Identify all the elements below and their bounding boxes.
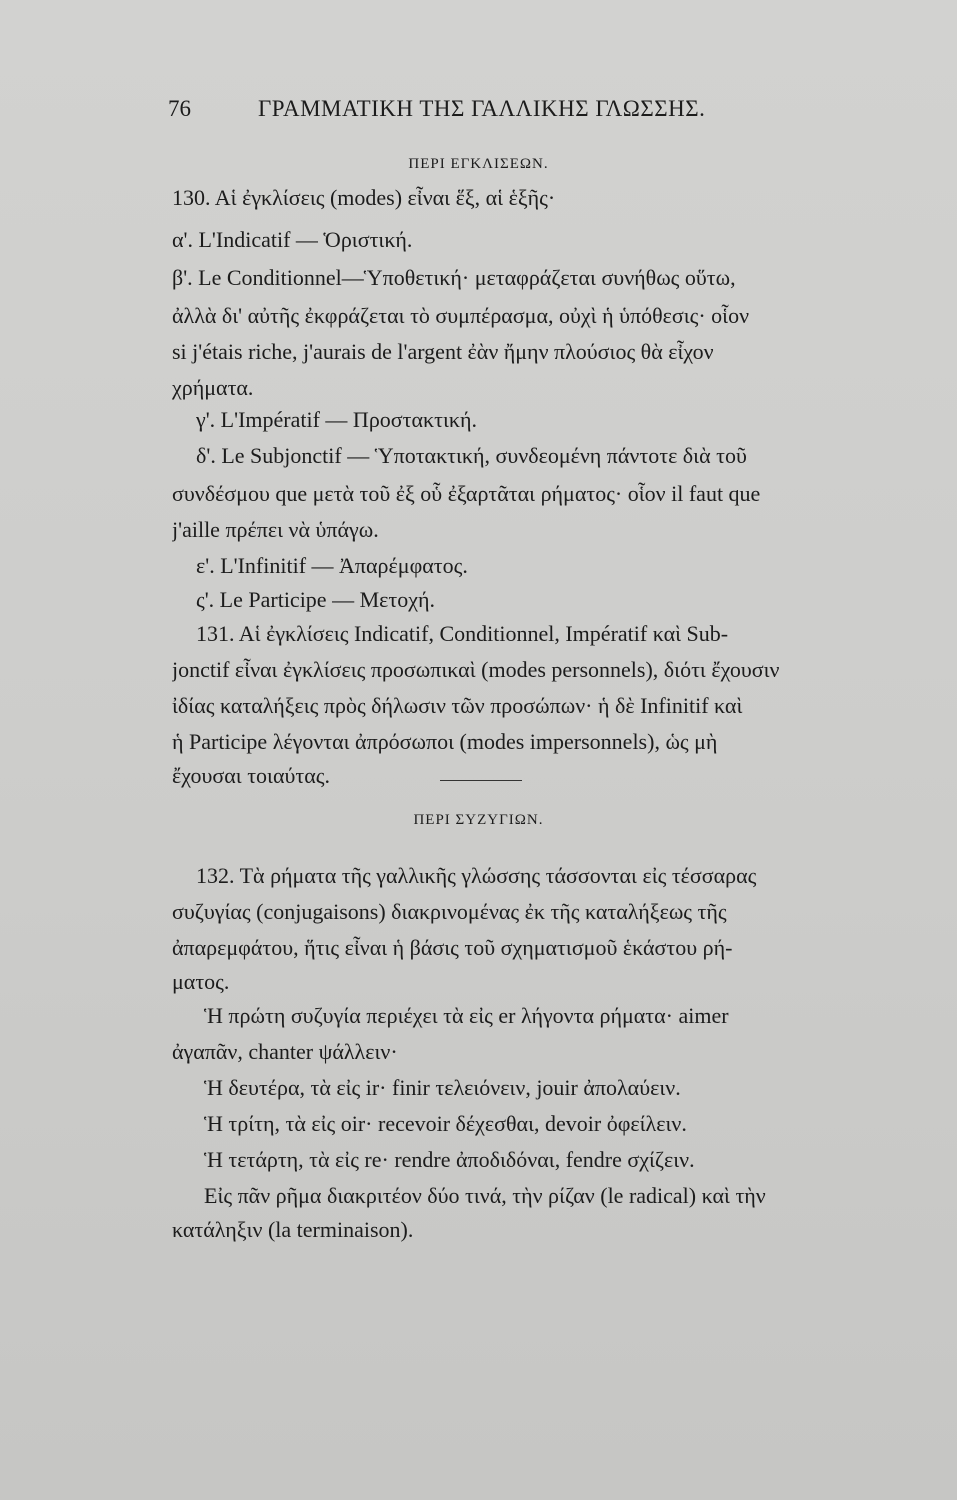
text-line: j'aille πρέπει νὰ ὑπάγω.	[172, 517, 379, 542]
text-line: 132. Τὰ ρήματα τῆς γαλλικῆς γλώσσης τάσσονται εἰς τέσσαρας	[196, 863, 757, 888]
text-line: β'. Le Conditionnel—Ὑποθετική· μεταφράζεται συνήθως οὕτω,	[172, 265, 736, 290]
text-line: δ'. Le Subjonctif — Ὑποτακτική, συνδεομένη πάντοτε διὰ τοῦ	[196, 443, 747, 468]
text-line: Ἡ πρώτη συζυγία περιέχει τὰ εἰς er λήγοντα ρήματα· aimer	[204, 1003, 729, 1028]
text-line: ἀλλὰ δι' αὐτῆς ἐκφράζεται τὸ συμπέρασμα, οὐχὶ ἡ ὑπόθεσις· οἷον	[172, 303, 750, 328]
text-line: si j'étais riche, j'aurais de l'argent ἐὰν ἤμην πλούσιος θὰ εἶχον	[172, 339, 714, 364]
text-line: ματος.	[172, 969, 230, 994]
text-line: ς'. Le Participe — Μετοχή.	[196, 587, 435, 612]
section-heading-conjugations: ΠΕΡΙ ΣΥΖΥΓΙΩΝ.	[413, 812, 544, 828]
text-line: jonctif εἶναι ἐγκλίσεις προσωπικαὶ (modes personnels), διότι ἔχουσιν	[172, 657, 780, 682]
text-line: ἔχουσαι τοιαύτας.	[172, 763, 330, 788]
text-line: γ'. L'Impératif — Προστακτική.	[196, 407, 477, 432]
text-line: χρήματα.	[172, 375, 254, 400]
text-line: α'. L'Indicatif — Ὁριστική.	[172, 227, 413, 252]
text-line: Ἡ τετάρτη, τὰ εἰς re· rendre ἀποδιδόναι, fendre σχίζειν.	[204, 1147, 695, 1172]
text-line: ἰδίας καταλήξεις πρὸς δήλωσιν τῶν προσώπων· ἡ δὲ Infinitif καὶ	[172, 693, 743, 718]
text-line: Ἡ δευτέρα, τὰ εἰς ir· finir τελειόνειν, jouir ἀπολαύειν.	[204, 1075, 681, 1100]
page-number: 76	[168, 96, 191, 121]
text-line: Εἰς πᾶν ρῆμα διακριτέον δύο τινά, τὴν ρίζαν (le radical) καὶ τὴν	[204, 1183, 766, 1208]
text-line: ε'. L'Infinitif — Ἀπαρέμφατος.	[196, 553, 468, 578]
text-line: συνδέσμου que μετὰ τοῦ ἐξ οὗ ἐξαρτᾶται ρήματος· οἷον il faut que	[172, 481, 761, 506]
section-heading-moods: ΠΕΡΙ ΕΓΚΛΙΣΕΩΝ.	[408, 156, 549, 172]
section-divider	[440, 780, 522, 781]
page-header	[168, 96, 768, 128]
text-line: Ἡ τρίτη, τὰ εἰς oir· recevoir δέχεσθαι, devoir ὀφείλειν.	[204, 1111, 687, 1136]
text-line: κατάληξιν (la terminaison).	[172, 1217, 414, 1242]
text-line: 130. Αἱ ἐγκλίσεις (modes) εἶναι ἕξ, αἱ ἑξῆς·	[172, 185, 556, 210]
text-line: ἀπαρεμφάτου, ἥτις εἶναι ἡ βάσις τοῦ σχηματισμοῦ ἑκάστου ρή-	[172, 935, 733, 960]
text-line: ἀγαπᾶν, chanter ψάλλειν·	[172, 1039, 398, 1064]
text-line: συζυγίας (conjugaisons) διακρινομένας ἐκ τῆς καταλήξεως τῆς	[172, 899, 727, 924]
text-line: ἡ Participe λέγονται ἀπρόσωποι (modes impersonnels), ὡς μὴ	[172, 729, 718, 754]
running-title: ΓΡΑΜΜΑΤΙΚΗ ΤΗΣ ΓΑΛΛΙΚΗΣ ΓΛΩΣΣΗΣ.	[258, 96, 706, 121]
text-line: 131. Αἱ ἐγκλίσεις Indicatif, Conditionnel, Impératif καὶ Sub-	[196, 621, 729, 646]
